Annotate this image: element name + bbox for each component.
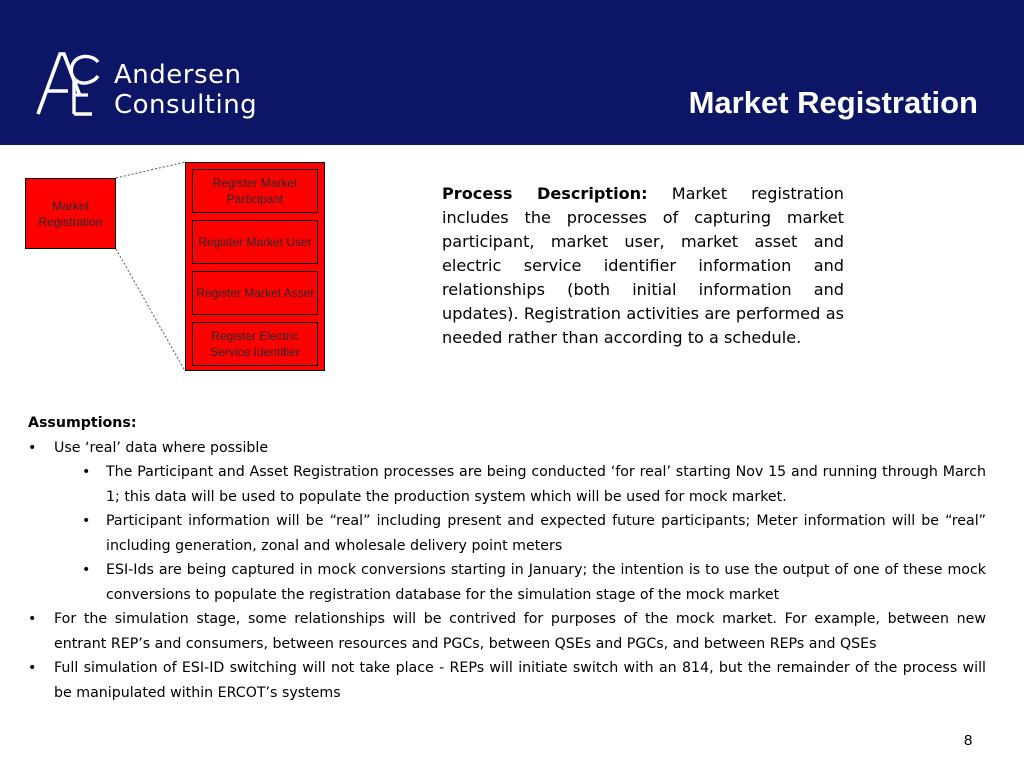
assumption-sub-item <box>28 509 986 558</box>
assumption-text: Use ‘real’ data where possible <box>54 439 269 456</box>
assumption-sub-item <box>28 460 986 509</box>
assumption-text: The Participant and Asset Registration processes are being conducted ‘for real’ starting Nov 15 and running through March 1; this data will be used to populate the production system which will be used for mock market. <box>106 464 986 505</box>
assumption-item <box>28 607 986 656</box>
assumption-sub-item <box>28 558 986 607</box>
assumptions-title: Assumptions: <box>28 415 137 431</box>
registration-diagram <box>0 145 430 385</box>
sub-process-container <box>185 162 325 371</box>
assumption-text: Participant information will be “real” including present and expected future participants; Meter information will be “real” including generation, zonal and wholesale delivery point meters <box>106 513 986 554</box>
register-market-asset-box: Register Market Asset <box>192 271 318 315</box>
ac-logo-icon <box>34 48 106 120</box>
assumptions-section <box>28 411 986 705</box>
market-registration-box: Market Registration <box>25 178 116 249</box>
process-description-label: Process Description: <box>442 184 648 203</box>
process-description-text: Market registration includes the processes of capturing market participant, market user, market asset and electric service identifier information and relationships (both initial information and updates). Registration activities are performed as needed rather than according to a schedule. <box>442 184 844 347</box>
process-description <box>442 182 844 350</box>
bullet-icon: • <box>82 562 91 578</box>
page-number: 8 <box>964 732 973 749</box>
bullet-icon: • <box>82 464 91 480</box>
andersen-consulting-logo <box>34 48 274 128</box>
logo-wordmark <box>114 60 257 120</box>
bullet-icon: • <box>28 660 37 676</box>
bullet-icon: • <box>28 611 37 627</box>
assumption-text: ESI-Ids are being captured in mock conversions starting in January; the intention is to use the output of one of these mock conversions to populate the registration database for the simulation stage of the mock market <box>106 562 986 603</box>
assumption-text: For the simulation stage, some relationships will be contrived for purposes of the mock market. For example, between new entrant REP’s and consumers, between resources and PGCs, between QSEs and PGCs, and between REPs and QSEs <box>54 611 986 652</box>
header-banner <box>0 0 1024 145</box>
bullet-icon: • <box>82 513 91 529</box>
assumption-item <box>28 436 986 461</box>
bullet-icon: • <box>28 439 37 456</box>
assumption-item <box>28 656 986 705</box>
register-market-user-box: Register Market User <box>192 220 318 264</box>
page-title: Market Registration <box>688 85 978 120</box>
logo-line-2: Consulting <box>114 90 258 120</box>
register-market-participant-box: Register Market Participant <box>192 169 318 213</box>
logo-line-1: Andersen <box>114 60 242 90</box>
register-esi-box: Register Electric Service Identifier <box>192 322 318 366</box>
assumption-text: Full simulation of ESI-ID switching will not take place - REPs will initiate switch with an 814, but the remainder of the process will be manipulated within ERCOT’s systems <box>54 660 986 701</box>
